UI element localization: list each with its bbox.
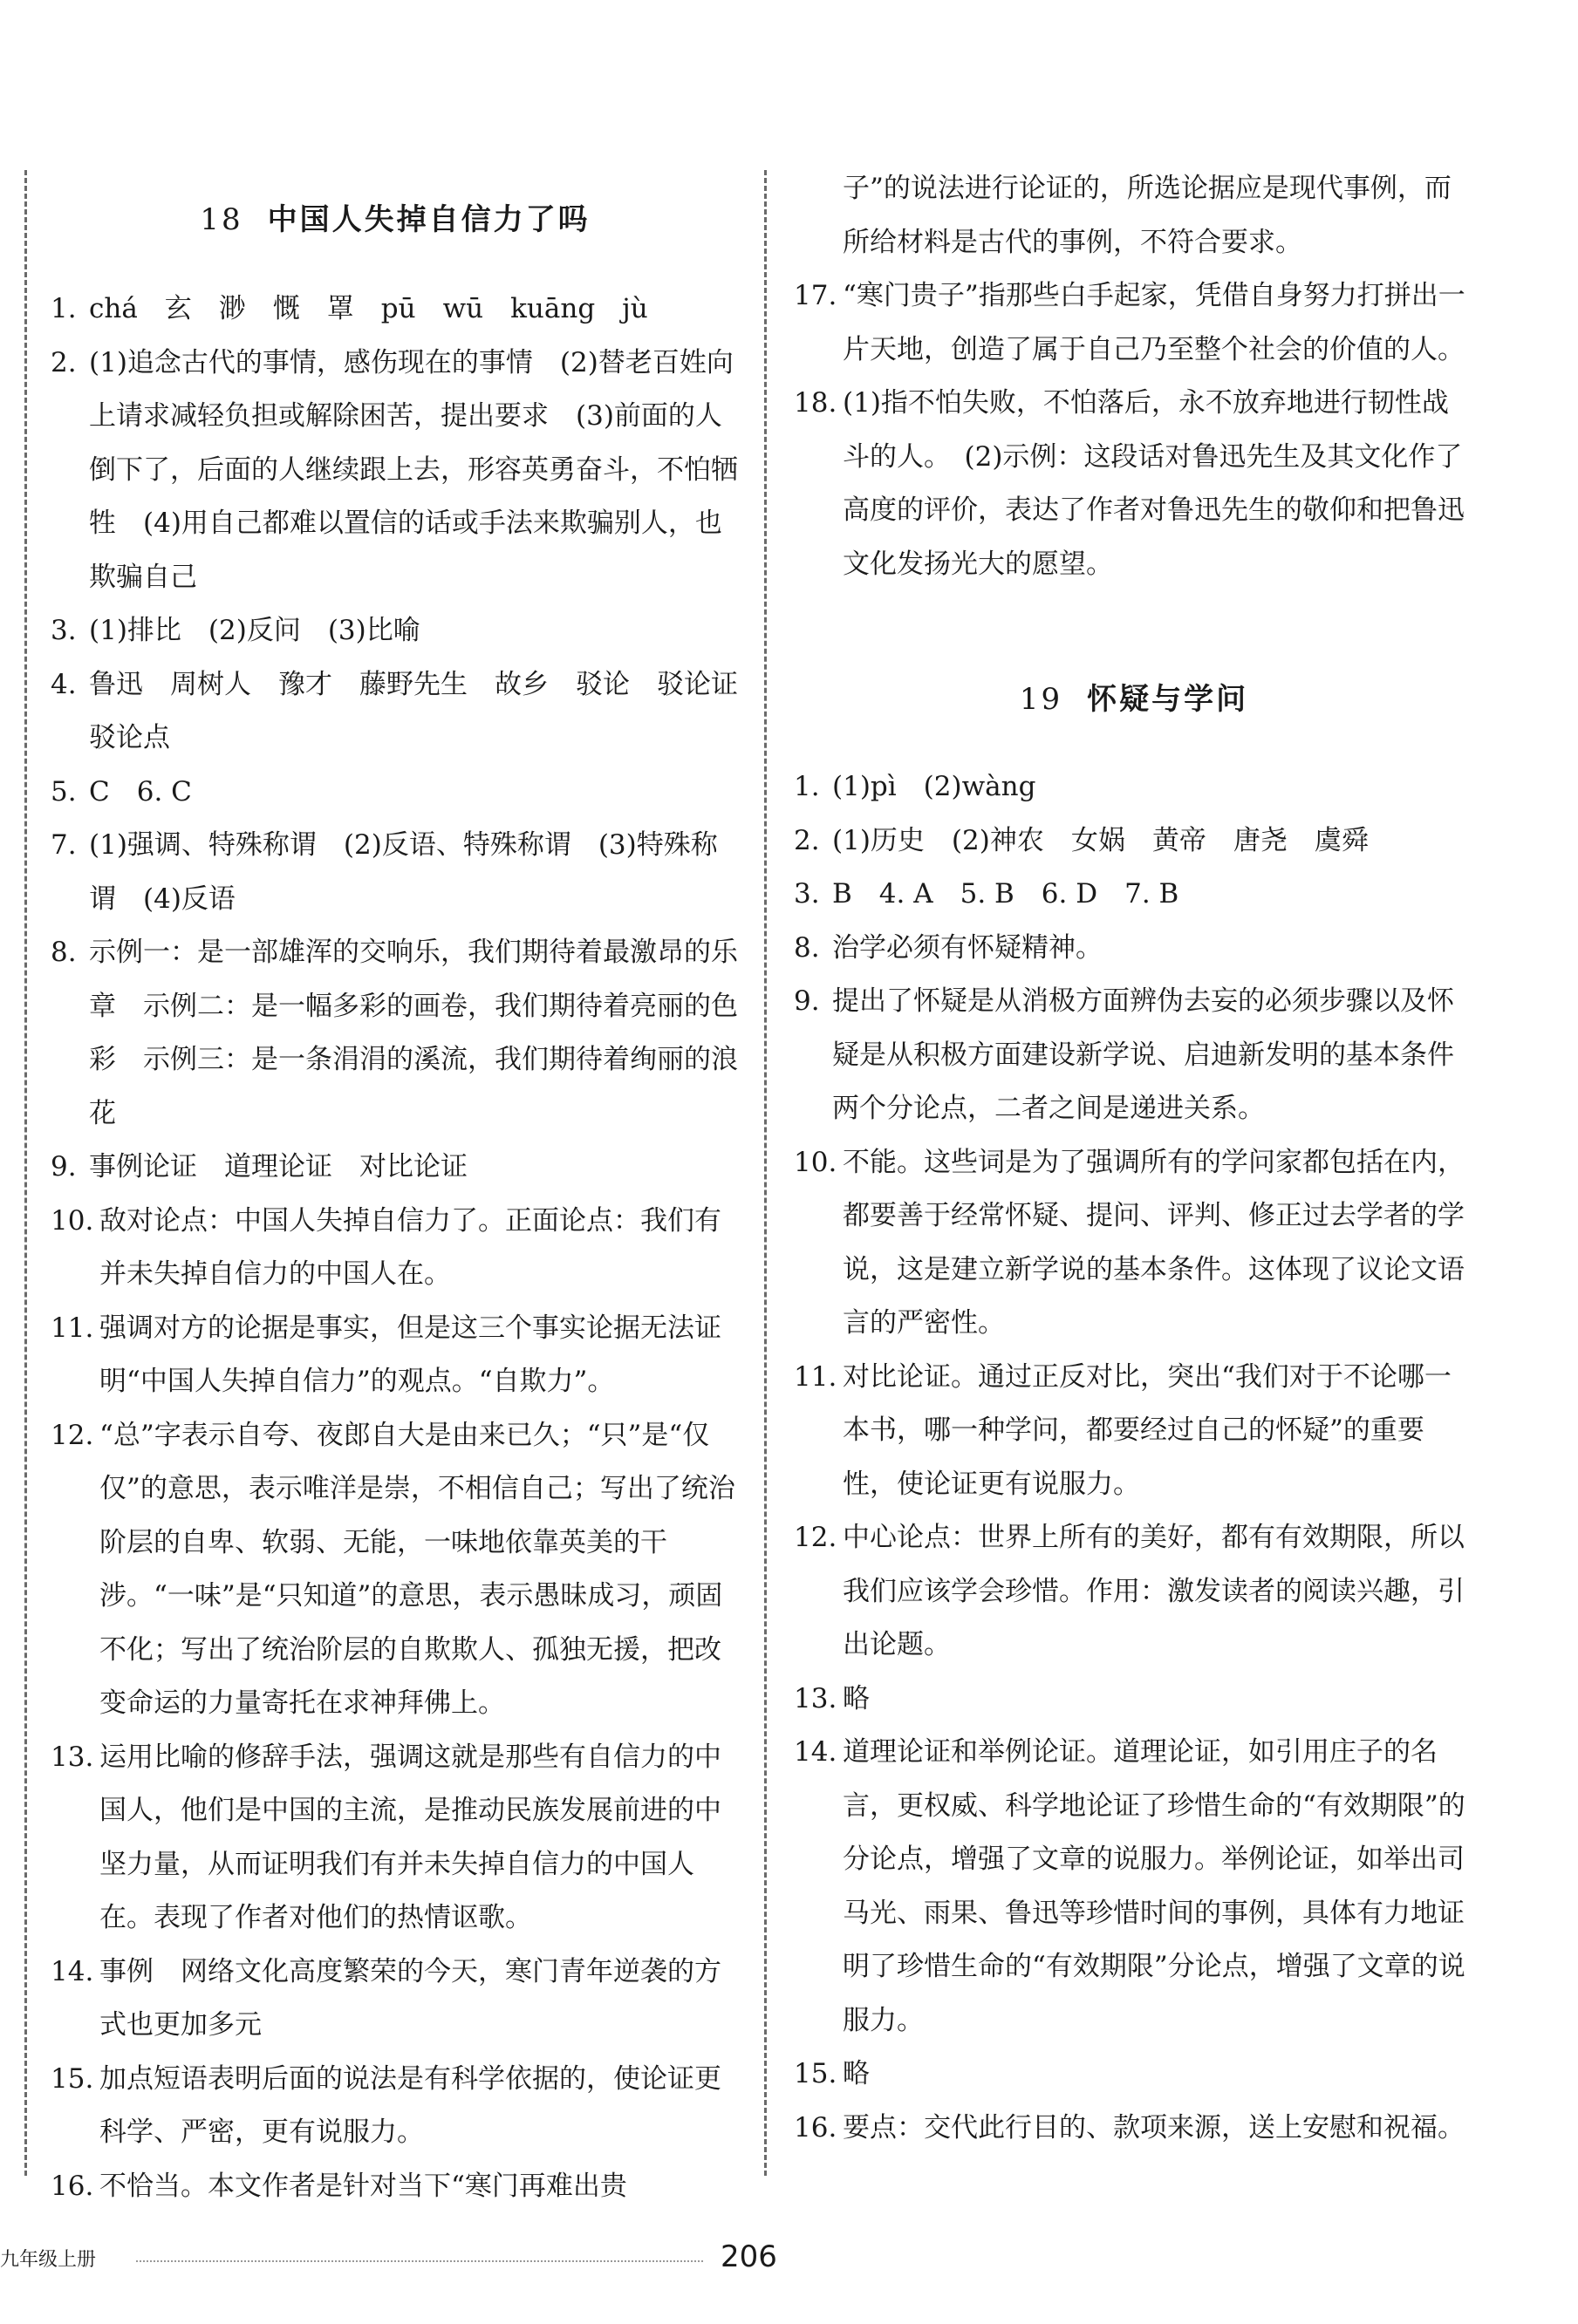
answer-item: 17. “寒门贵子”指那些白手起家，凭借自身努力打拼出一片天地，创造了属于自己乃至整个社会的价值的人。 [794,280,1465,365]
answer-item: 1. (1)pì (2)wàng [794,771,1036,802]
answer-item: 10. 不能。这些词是为了强调所有的学问家都包括在内，都要善于经常怀疑、提问、评判、修正过去学者的学说，这是建立新学说的基本条件。这体现了议论文语言的严密性。 [794,1146,1465,1339]
answer-item: 8. 治学必须有怀疑精神。 [794,931,1103,964]
answer-item: 2. (1)历史 (2)神农 女娲 黄帝 唐尧 虞舜 [794,824,1369,856]
section-title-text: 中国人失掉自信力了吗 [267,202,591,237]
answer-item: 18. (1)指不怕失败，不怕落后，永不放弃地进行韧性战斗的人。 (2)示例：这段话对鲁迅先生及其文化作了高度的评价，表达了作者对鲁迅先生的敬仰和把鲁迅文化发扬光大的愿望。 [794,387,1465,580]
section-18-title [51,202,740,237]
middle-cut-line [764,170,767,2176]
footer-dotted-rule [136,2260,703,2262]
answer-item: 13. 略 [794,1682,870,1714]
answer-item: 8. 示例一：是一部雄浑的交响乐，我们期待着最激昂的乐章 示例二：是一幅多彩的画卷，我们期待着亮丽的色彩 示例三：是一条涓涓的溪流，我们期待着绚丽的浪花 [51,937,738,1129]
answer-item: 12. “总”字表示自夸、夜郎自大是由来已久；“只”是“仅仅”的意思，表示唯洋是崇，不相信自己；写出了统治阶层的自卑、软弱、无能，一味地依靠英美的干涉。“一味”是“只知道”的意思，表示愚昧成习，顽固不化；写出了统治阶层的自欺欺人、孤独无援，把改变命运的力量寄托在求神拜佛上。 [51,1419,735,1719]
answer-item: 3. B 4. A 5. B 6. D 7. B [794,878,1179,910]
answer-item: 1. chá 玄 渺 慨 罩 pū wū kuāng jù [51,293,648,324]
section-18-answers-continued [794,162,1474,591]
answer-item: 11. 强调对方的论据是事实，但是这三个事实论据无法证明“中国人失掉自信力”的观点。“自欺力”。 [51,1312,721,1397]
answer-item: 15. 加点短语表明后面的说法是有科学依据的，使论证更科学、严密，更有说服力。 [51,2062,721,2148]
answer-item: 14. 事例 网络文化高度繁荣的今天，寒门青年逆袭的方式也更加多元 [51,1955,721,2041]
answer-item: 13. 运用比喻的修辞手法，强调这就是那些有自信力的中国人，他们是中国的主流，是推动民族发展前进的中坚力量，从而证明我们有并未失掉自信力的中国人在。表现了作者对他们的热情讴歌。 [51,1741,721,1933]
section-19-title [794,682,1474,717]
grade-label: 九年级上册 [0,2249,97,2271]
answer-item: 16. 要点：交代此行目的、款项来源，送上安慰和祝福。 [794,2111,1465,2143]
answer-continuation: 子”的说法进行论证的，所选论据应是现代事例，而所给材料是古代的事例，不符合要求。 [843,173,1452,258]
answer-item: 15. 略 [794,2058,870,2089]
page-number: 206 [721,2239,777,2274]
answer-item: 16. 不恰当。本文作者是针对当下“寒门再难出贵 [51,2170,627,2202]
answer-item: 12. 中心论点：世界上所有的美好，都有有效期限，所以我们应该学会珍惜。作用：激发读者的阅读兴趣，引出论题。 [794,1522,1465,1660]
section-18-answers [51,283,765,2213]
answer-item: 4. 鲁迅 周树人 豫才 藤野先生 故乡 驳论 驳论证 驳论点 [51,668,765,753]
answer-item: 10. 敌对论点：中国人失掉自信力了。正面论点：我们有并未失掉自信力的中国人在。 [51,1204,721,1290]
page-footer [0,2239,1578,2274]
answer-item: 2. (1)追念古代的事情，感伤现在的事情 (2)替老百姓向上请求减轻负担或解除困苦，提出要求 (3)前面的人倒下了，后面的人继续跟上去，形容英勇奋斗，不怕牺牲 (4)用自己都难以置信的话或手法来欺骗别人，也欺骗自己 [51,346,738,593]
answer-item: 9. 提出了怀疑是从消极方面辨伪去妄的必须步骤以及怀疑是从积极方面建设新学说、启迪新发明的基本条件两个分论点，二者之间是递进关系。 [794,985,1454,1124]
section-title-text: 怀疑与学问 [1087,682,1249,717]
left-cut-line [24,170,27,2176]
section-number: 18 [200,202,243,237]
answer-item: 9. 事例论证 道理论证 对比论证 [51,1151,468,1182]
answer-item: 3. (1)排比 (2)反问 (3)比喻 [51,615,420,646]
answer-item: 14. 道理论证和举例论证。道理论证，如引用庄子的名言，更权威、科学地论证了珍惜生命的“有效期限”的分论点，增强了文章的说服力。举例论证，如举出司马光、雨果、鲁迅等珍惜时间的事例，具体有力地证明了珍惜生命的“有效期限”分论点，增强了文章的说服力。 [794,1736,1465,2036]
answer-item: 5. C 6. C [51,775,192,808]
answer-item: 11. 对比论证。通过正反对比，突出“我们对于不论哪一本书，哪一种学问，都要经过自己的怀疑”的重要性，使论证更有说服力。 [794,1360,1452,1500]
section-number: 19 [1019,682,1063,717]
section-19-answers [794,760,1474,2155]
answer-item: 7. (1)强调、特殊称谓 (2)反语、特殊称谓 (3)特殊称谓 (4)反语 [51,829,718,915]
